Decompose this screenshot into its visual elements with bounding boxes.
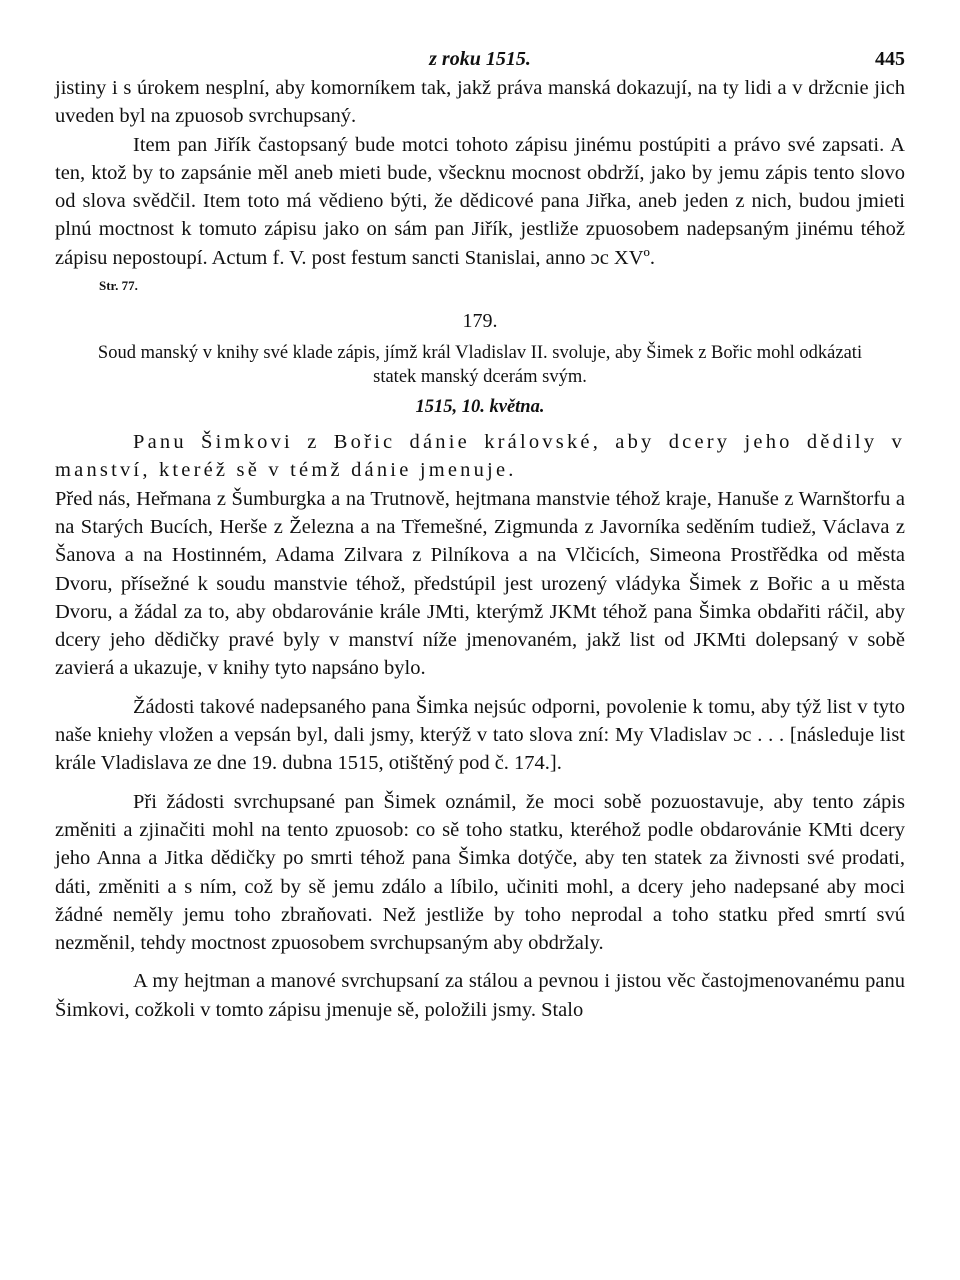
document-heading: Panu Šimkovi z Bořic dánie královské, aby dcery jeho dědily v manství, kteréž sě v témž dánie jmenuje.: [55, 431, 905, 482]
document-date: 1515, 10. května.: [415, 397, 545, 418]
running-title: z roku 1515.: [429, 48, 531, 70]
paragraph-body-2: Žádosti takové nadepsaného pana Šimka nejsúc odporni, povolenie k tomu, aby týž list v tyto naše kniehy vložen a vepsán byl, dali jsmy, kterýž v tato slova zní: My Vladislav ɔc . . . [následuje list krále Vladislava ze dne 19. dubna 1515, otištěný pod č. 174.].: [55, 695, 905, 775]
paragraph-continued: jistiny i s úrokem nesplní, aby komorníkem tak, jakž práva manská dokazují, na ty lidi a v držcnie jich uveden byl na zpuosob svrchupsaný.: [55, 77, 905, 128]
paragraph-item: Item pan Jiřík častopsaný bude motci tohoto zápisu jinému postúpiti a právo své zapsati. A ten, ktož by to zapsánie měl aneb mieti bude, všecknu mocnost obdrží, jako by jemu zápis tento slovo od slova svědčil. Item toto má vědieno býti, že dědicové pana Jiřka, aneb jeden z nich, budou jmieti plnú moctnost k tomuto zápisu jako on sám pan Jiřík, jestliže zpuosobem nadepsaným jinému téhož zápisu nepostoupí. Actum f. V. post festum sancti Stanislai, anno ɔc XVº.: [55, 133, 905, 269]
paragraph-body-1: Před nás, Heřmana z Šumburgka a na Trutnově, hejtmana manstvie téhož kraje, Hanuše z Warnštorfu a na Starých Bucích, Herše z Železna a na Třemešné, Zigmunda z Javorníka seděním tudiež, Václava z Šanova a na Hostinném, Adama Zilvara z Pilníkova a na Vlčicích, Simeona Prostřědka od města Dvoru, přísežné k soudu manstvie téhož, předstúpil jest urozený vládyka Šimek z Bořic a u města Dvoru, a žádal za to, aby obdarovánie krále JMti, kterýmž JKMt téhož pana Šimka obdařiti ráčil, aby dcery jeho dědičky pravé byly v manství níže jmenovaném, jakž list od JKMti dolepsaný v sobě zavierá a ukazuje, v knihy tyto napsáno bylo.: [55, 487, 905, 680]
paragraph-body-3: Při žádosti svrchupsané pan Šimek oznámil, že moci sobě pozuostavuje, aby tento zápis změniti a zjinačiti mohl na tento zpuosob: co sě toho statku, kteréhož podle obdarovánie KMti dcery jeho Anna a Jitka dědičky po smrti téhož pana Šimka dotýče, aby ten statek za živnosti své prodati, dáti, změniti a s ním, což by sě jemu zdálo a líbilo, učiniti mohl, a dcery jeho nadepsané aby moci žádné neměly jemu toho zbraňovati. Než jestliže by toho neprodal a toho statku před smrtí svú nezměnil, tehdy moctnost zpuosobem svrchupsaným aby obdržaly.: [55, 790, 905, 955]
page-header: [55, 40, 905, 74]
page-number: 445: [875, 48, 905, 70]
document-regest: Soud manský v knihy své klade zápis, jímž král Vladislav II. svoluje, aby Šimek z Bořic mohl odkázati statek manský dcerám svým.: [97, 343, 863, 388]
paragraph-body-4: A my hejtman a manové svrchupsaní za stálou a pevnou i jistou věc častojmenovanému panu Šimkovi, cožkoli v tomto zápisu jmenuje sě, položili jsmy. Stalo: [55, 970, 905, 1021]
page-reference: Str. 77.: [99, 278, 138, 294]
page: [55, 40, 905, 1024]
document-number: 179.: [462, 310, 498, 333]
